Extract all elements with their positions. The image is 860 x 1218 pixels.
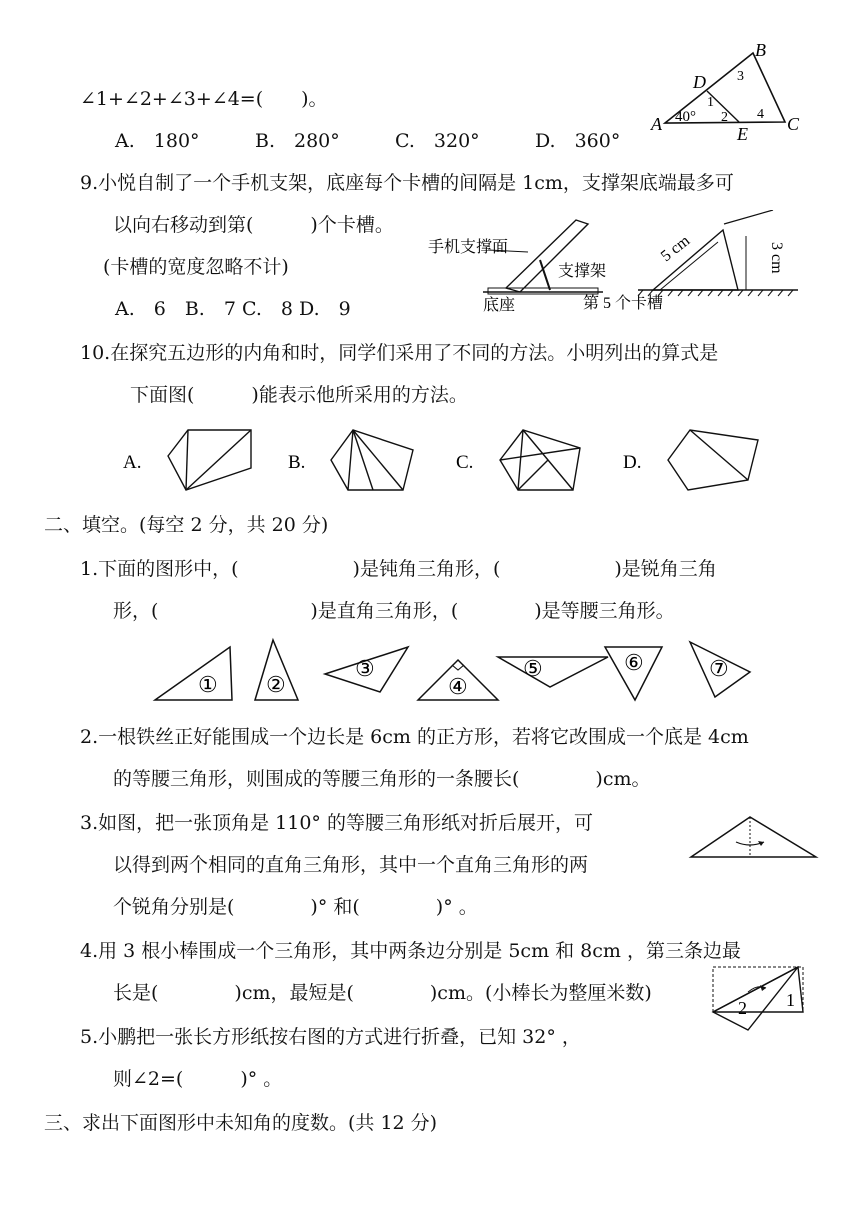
triangle-3-label: ③ — [355, 656, 375, 681]
s2-q3-line3: 个锐角分别是( )° 和( )° 。 — [113, 896, 478, 918]
section-3-title: 三、求出下面图形中未知角的度数。(共 12 分) — [44, 1112, 438, 1134]
triangle-7-label: ⑦ — [709, 656, 729, 681]
q10-pentagon-figures — [118, 420, 778, 500]
s2-q3-line2: 以得到两个相同的直角三角形，其中一个直角三角形的两 — [113, 854, 589, 876]
triangle-1-label: ① — [198, 672, 218, 697]
s2-q3-fold-figure — [688, 812, 820, 862]
q9-options: A. 6 B. 7 C. 8 D. 9 — [115, 298, 351, 320]
q8-label-b: B — [755, 40, 766, 60]
q10-label-b: B. — [288, 452, 306, 473]
q9-line2: 以向右移动到第( )个卡槽。 — [113, 214, 394, 236]
q5-angle-1: 1 — [786, 990, 795, 1010]
triangle-4-label: ④ — [448, 674, 468, 699]
s2-q5-line1: 5.小鹏把一张长方形纸按右图的方式进行折叠，已知 32° ， — [80, 1026, 581, 1048]
q9-label-slot: 第 5 个卡槽 — [583, 295, 664, 312]
q10-label-a: A. — [123, 452, 142, 473]
q8-angle-40: 40° — [675, 109, 696, 125]
q9-phone-stand-figure — [428, 210, 800, 320]
q8-triangle-figure — [645, 38, 805, 143]
s2-q3-line1: 3.如图，把一张顶角是 110° 的等腰三角形纸对折后展开，可 — [80, 812, 593, 834]
section-2-title: 二、填空。(每空 2 分，共 20 分) — [44, 514, 329, 536]
q9-line3: (卡槽的宽度忽略不计) — [103, 256, 289, 278]
s2-q2-line2: 的等腰三角形，则围成的等腰三角形的一条腰长( )cm。 — [113, 768, 651, 790]
s2-q5-fold-figure — [708, 962, 808, 1034]
q10-label-d: D. — [623, 452, 642, 473]
q9-label-3cm: 3 cm — [768, 242, 785, 274]
q9-label-5cm: 5 cm — [657, 232, 694, 266]
q5-angle-2: 2 — [738, 998, 747, 1018]
triangle-2-label: ② — [266, 672, 286, 697]
q8-option-c: C. 320° — [395, 130, 480, 152]
q8-angle-2: 2 — [721, 110, 728, 125]
q8-label-e: E — [737, 124, 748, 143]
s2-q5-line2: 则∠2=( )° 。 — [113, 1068, 283, 1090]
q8-angle-1: 1 — [707, 95, 714, 110]
s2-q1-triangles — [150, 632, 760, 707]
q8-label-a: A — [651, 114, 662, 134]
s2-q1-line1: 1.下面的图形中，( )是钝角三角形，( )是锐角三角 — [80, 558, 717, 580]
q8-option-a: A. 180° — [115, 130, 200, 152]
q8-label-d: D — [693, 72, 706, 92]
q8-angle-4: 4 — [757, 107, 764, 122]
q9-label-face: 手机支撑面 — [428, 239, 509, 256]
q10-label-c: C. — [456, 452, 474, 473]
s2-q1-line2: 形，( )是直角三角形，( )是等腰三角形。 — [113, 600, 675, 622]
s2-q4-line1: 4.用 3 根小棒围成一个三角形，其中两条边分别是 5cm 和 8cm ，第三条边最 — [80, 940, 741, 962]
triangle-6-label: ⑥ — [624, 650, 644, 675]
q8-option-d: D. 360° — [535, 130, 621, 152]
q8-option-b: B. 280° — [255, 130, 340, 152]
q10-line2: 下面图( )能表示他所采用的方法。 — [130, 384, 468, 406]
q8-expression: ∠1+∠2+∠3+∠4=( )。 — [80, 88, 328, 110]
q9-label-support: 支撑架 — [558, 263, 607, 280]
q9-label-base: 底座 — [483, 297, 516, 314]
s2-q2-line1: 2.一根铁丝正好能围成一个边长是 6cm 的正方形，若将它改围成一个底是 4cm — [80, 726, 749, 748]
q8-label-c: C — [787, 114, 800, 134]
q9-line1: 9.小悦自制了一个手机支架，底座每个卡槽的间隔是 1cm，支撑架底端最多可 — [80, 172, 734, 194]
q8-angle-3: 3 — [737, 69, 744, 84]
s2-q4-line2: 长是( )cm，最短是( )cm。(小棒长为整厘米数) — [113, 982, 652, 1004]
q10-line1: 10.在探究五边形的内角和时，同学们采用了不同的方法。小明列出的算式是 — [80, 342, 719, 364]
triangle-5-label: ⑤ — [523, 656, 543, 681]
